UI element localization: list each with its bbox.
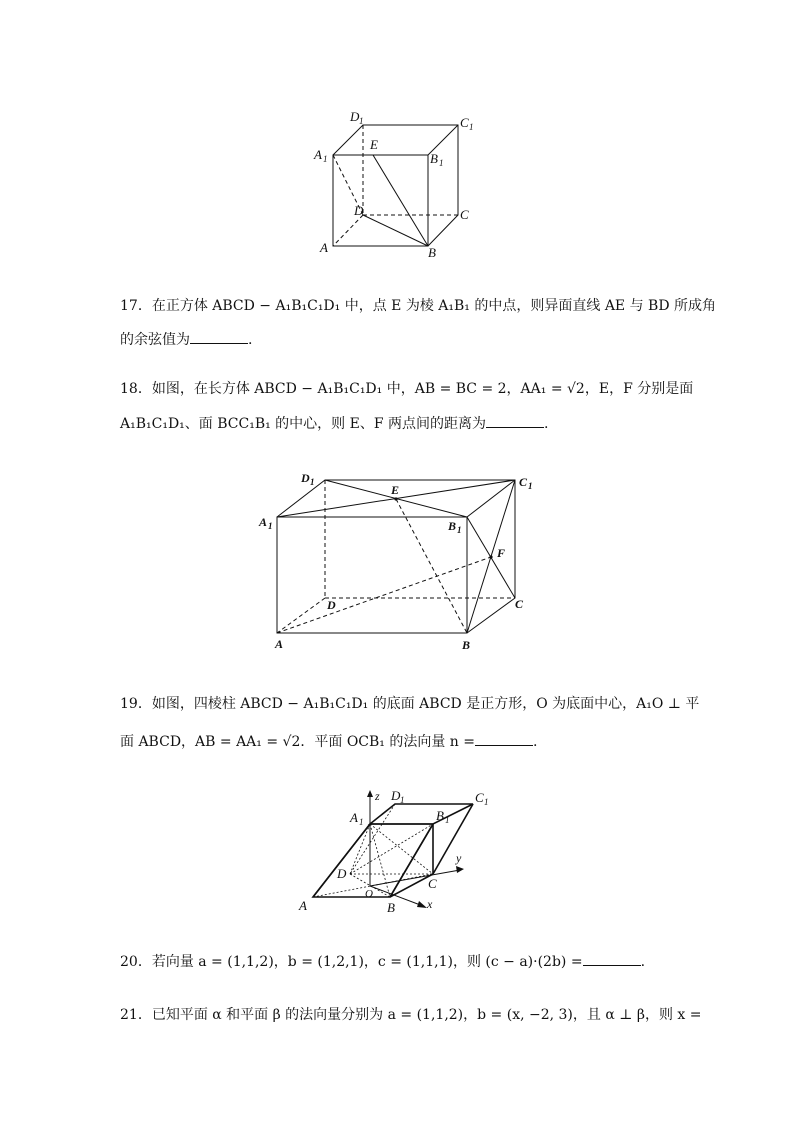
label-a: A xyxy=(320,240,328,255)
answer-blank-18 xyxy=(486,415,544,428)
label-c: C xyxy=(428,876,437,891)
label-b: B xyxy=(428,245,436,260)
label-e: E xyxy=(391,483,400,497)
label-y: y xyxy=(456,851,462,865)
answer-blank-19 xyxy=(475,733,533,746)
question-18-line-1: 18．如图，在长方体 ABCD − A₁B₁C₁D₁ 中，AB = BC = 2，AA₁ = √2，E，F 分别是面 xyxy=(120,381,694,397)
label-d: D xyxy=(354,203,364,218)
answer-blank-17 xyxy=(190,331,248,344)
question-18-line-2: A₁B₁C₁D₁、面 BCC₁B₁ 的中心，则 E、F 两点间的距离为 . xyxy=(120,416,549,432)
question-19-line-2: 面 ABCD，AB = AA₁ = √2．平面 OCB₁ 的法向量 n = . xyxy=(120,734,538,750)
label-c: C xyxy=(515,597,524,611)
label-d1: D xyxy=(350,109,360,124)
label-o: O xyxy=(365,888,373,900)
svg-text:1: 1 xyxy=(310,477,315,487)
svg-text:1: 1 xyxy=(268,521,273,531)
label-d1: D xyxy=(391,788,401,803)
svg-text:1: 1 xyxy=(469,122,474,132)
label-x: x xyxy=(427,897,433,911)
label-z: z xyxy=(375,789,380,803)
label-a: A xyxy=(299,898,307,913)
svg-text:1: 1 xyxy=(457,525,462,535)
prism-figure xyxy=(295,782,505,917)
label-a1: A xyxy=(314,147,322,162)
label-e: E xyxy=(370,137,378,152)
question-19-line-1: 19．如图，四棱柱 ABCD − A₁B₁C₁D₁ 的底面 ABCD 是正方形，O 为底面中心，A₁O ⊥ 平 xyxy=(120,696,700,712)
label-b: B xyxy=(462,638,471,652)
question-20: 20．若向量 a = (1,1,2)，b = (1,2,1)，c = (1,1,1)，则 (c − a)·(2b) = . xyxy=(120,954,646,970)
label-a1: A xyxy=(259,515,268,529)
svg-text:1: 1 xyxy=(400,795,405,805)
svg-text:1: 1 xyxy=(528,481,533,491)
answer-blank-20 xyxy=(583,953,641,966)
svg-text:1: 1 xyxy=(359,116,364,126)
label-f: F xyxy=(497,546,506,560)
label-a: A xyxy=(275,637,284,651)
label-d1: D xyxy=(301,471,310,485)
label-d: D xyxy=(337,866,347,881)
svg-text:1: 1 xyxy=(439,158,444,168)
svg-text:1: 1 xyxy=(445,815,450,825)
question-17-line-2: 的余弦值为 . xyxy=(120,332,253,348)
cube-figure xyxy=(310,105,480,265)
label-b: B xyxy=(387,900,395,915)
label-b1: B xyxy=(436,808,444,823)
svg-text:1: 1 xyxy=(359,817,364,827)
label-c1: C xyxy=(475,790,484,805)
question-21: 21．已知平面 α 和平面 β 的法向量分别为 a = (1,1,2)，b = (x, −2, 3)，且 α ⊥ β，则 x = xyxy=(120,1007,702,1023)
svg-text:1: 1 xyxy=(484,797,489,807)
question-17-line-1: 17．在正方体 ABCD − A₁B₁C₁D₁ 中，点 E 为棱 A₁B₁ 的中点，则异面直线 AE 与 BD 所成角 xyxy=(120,298,717,314)
label-a1: A xyxy=(350,810,358,825)
label-b1: B xyxy=(448,519,457,533)
cuboid-figure xyxy=(255,466,545,656)
svg-text:1: 1 xyxy=(323,154,328,164)
label-d: D xyxy=(327,598,336,612)
label-c: C xyxy=(460,207,469,222)
label-c1: C xyxy=(460,115,469,130)
label-b1: B xyxy=(430,151,438,166)
label-c1: C xyxy=(519,475,528,489)
